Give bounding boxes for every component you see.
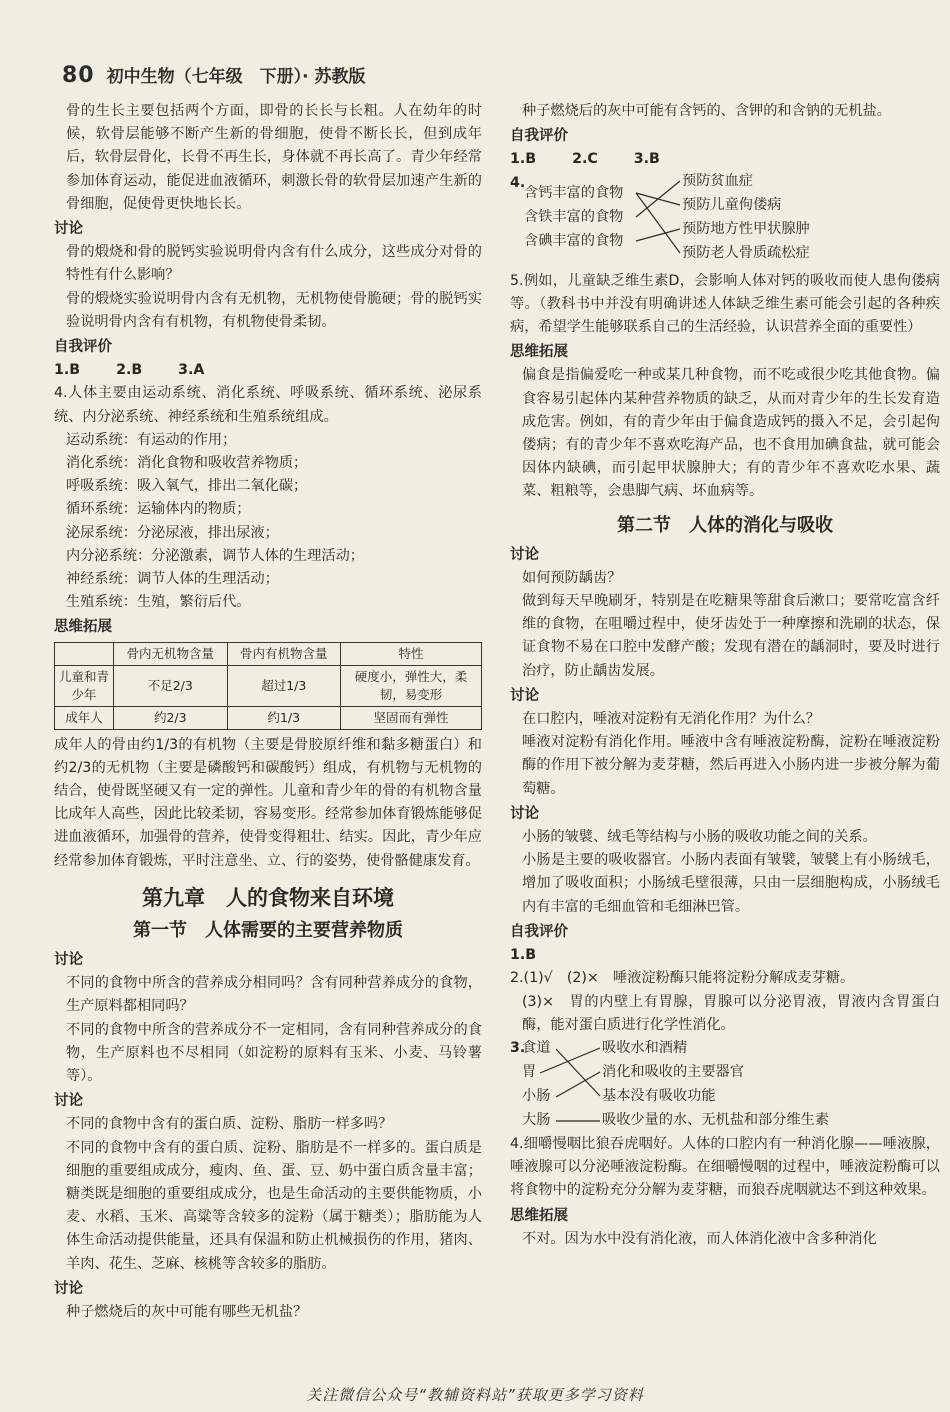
self-eval-answers	[54, 359, 482, 382]
table-header-cell: 骨内有机物含量	[227, 642, 341, 665]
section-title: 第一节 人体需要的主要营养物质	[133, 919, 403, 941]
think-expand-heading: 思维拓展	[510, 344, 568, 361]
table-cell: 超过1/3	[227, 665, 341, 706]
match-right-item: 预防贫血症	[682, 172, 753, 189]
answer-2: 2.C	[572, 151, 598, 168]
table-cell: 儿童和青少年	[55, 665, 114, 706]
answer-3: 3.B	[633, 151, 660, 168]
match-right-item: 预防老人骨质疏松症	[682, 244, 810, 261]
table-cell: 成年人	[55, 706, 114, 729]
page-header	[62, 62, 366, 88]
discussion-heading: 讨论	[510, 805, 539, 822]
discussion-answer: 做到每天早晚刷牙，特别是在吃糖果等甜食后漱口；要常吃富含纤维的食物，在咀嚼过程中，使牙齿处于一种摩擦和洗刷的状态，保证食物不易在口腔中发酵产酸；发现有潜在的龋洞时，要及时进行治疗，防止龋齿发展。	[522, 593, 940, 679]
discussion-question: 如何预防龋齿？	[522, 569, 622, 586]
table-cell: 约1/3	[227, 706, 341, 729]
answer-1: 1.B	[54, 362, 81, 379]
digestive-matching-diagram	[510, 1037, 940, 1133]
match-right-item: 基本没有吸收功能	[602, 1087, 716, 1104]
table-header-row	[55, 642, 482, 665]
table-header-cell: 特性	[341, 642, 482, 665]
self-eval-answers	[510, 148, 940, 171]
section-title: 第二节 人体的消化与吸收	[617, 514, 833, 536]
discussion-answer: 不同的食物中含有的蛋白质、淀粉、脂肪是不一样多的。蛋白质是细胞的重要组成成分，瘦肉、鱼、蛋、豆、奶中蛋白质含量丰富；糖类既是细胞的重要组成成分，也是生命活动的主要供能物质，小麦、水稻、玉米、高粱等含较多的淀粉（属于糖类）；脂肪能为人体生命活动提供能量，还具有保温和防止机械损伤的作用，猪肉、羊肉、花生、芝麻、核桃等含较多的脂肪。	[66, 1139, 482, 1272]
discussion-heading: 讨论	[54, 221, 83, 238]
table-row	[55, 665, 482, 706]
footer-watermark-text: 关注微信公众号“教辅资料站”获取更多学习资料	[306, 1386, 644, 1404]
table-cell: 不足2/3	[114, 665, 228, 706]
match-left-item: 胃	[522, 1063, 537, 1080]
paragraph: 不对。因为水中没有消化液，而人体消化液中含多种消化	[522, 1230, 877, 1247]
match-line	[556, 1049, 600, 1096]
discussion-question: 骨的煅烧和骨的脱钙实验说明骨内含有什么成分，这些成分对骨的特性有什么影响？	[66, 244, 482, 284]
match-line	[636, 181, 680, 217]
discussion-question: 种子燃烧后的灰中可能有哪些无机盐？	[66, 1303, 308, 1320]
system-item: 泌尿系统：分泌尿液，排出尿液；	[66, 524, 279, 541]
discussion-question: 不同的食物中所含的营养成分相同吗？含有同种营养成分的食物，生产原料都相同吗？	[66, 975, 482, 1015]
table-cell: 坚固而有弹性	[341, 706, 482, 729]
book-title: 初中生物（七年级 下册）· 苏教版	[106, 67, 366, 87]
answer-2: 2.B	[116, 362, 143, 379]
match-left-item: 大肠	[522, 1111, 551, 1128]
match-right-item: 消化和吸收的主要器官	[602, 1063, 744, 1080]
match-right-item: 预防儿童佝偻病	[682, 196, 782, 213]
question-4: 4.细嚼慢咽比狼吞虎咽好。人体的口腔内有一种消化腺——唾液腺，唾液腺可以分泌唾液淀粉酶。在细嚼慢咽的过程中，唾液淀粉酶可以将食物中的淀粉充分分解为麦芽糖，而狼吞虎咽就达不到这种效果。	[510, 1135, 940, 1199]
table-row	[55, 706, 482, 729]
self-eval-heading: 自我评价	[54, 339, 112, 356]
discussion-question: 不同的食物中含有的蛋白质、淀粉、脂肪一样多吗？	[66, 1116, 393, 1133]
discussion-heading: 讨论	[54, 951, 83, 968]
match-left-item: 含碘丰富的食物	[524, 232, 624, 249]
system-item: 循环系统：运输体内的物质；	[66, 501, 251, 518]
question-number: 4.	[510, 174, 526, 191]
discussion-heading: 讨论	[54, 1280, 83, 1297]
table-cell: 硬度小，弹性大，柔韧，易变形	[341, 665, 482, 706]
right-column	[510, 100, 940, 1251]
discussion-heading: 讨论	[54, 1093, 83, 1110]
match-right-item: 吸收水和酒精	[602, 1039, 688, 1056]
table-header-cell: 骨内无机物含量	[114, 642, 228, 665]
self-eval-answer-1: 1.B	[510, 947, 537, 964]
match-left-item: 含铁丰富的食物	[524, 208, 624, 225]
match-line	[636, 229, 680, 241]
match-left-item: 食道	[522, 1039, 551, 1056]
answer-1: 1.B	[510, 151, 537, 168]
page-number: 80	[62, 63, 95, 88]
system-item: 运动系统：有运动的作用；	[66, 431, 237, 448]
question-number: 3.	[510, 1039, 526, 1056]
answer-2-part2: (3)× 胃的内壁上有胃腺，胃腺可以分泌胃液，胃液内含胃蛋白酶，能对蛋白质进行化学性消化。	[522, 993, 940, 1033]
self-eval-heading: 自我评价	[510, 923, 568, 940]
bone-composition-table	[54, 642, 482, 730]
match-line	[540, 1048, 600, 1073]
match-line	[556, 1072, 600, 1097]
answer-3: 3.A	[178, 362, 205, 379]
think-expand-heading: 思维拓展	[510, 1207, 568, 1224]
table-cell: 约2/3	[114, 706, 228, 729]
system-item: 神经系统：调节人体的生理活动；	[66, 571, 279, 588]
match-right-item: 吸收少量的水、无机盐和部分维生素	[602, 1111, 830, 1128]
discussion-heading: 讨论	[510, 687, 539, 704]
discussion-question: 在口腔内，唾液对淀粉有无消化作用？为什么？	[522, 711, 820, 728]
match-lines	[510, 1037, 940, 1133]
paragraph: 成年人的骨由约1/3的有机物（主要是骨胶原纤维和黏多糖蛋白）和约2/3的无机物（主要是磷酸钙和碳酸钙）组成，有机物与无机物的结合，使骨既坚硬又有一定的弹性。儿童和青少年的骨的有机物含量比成年人高些，因此比较柔韧，容易变形。经常参加体育锻炼能够促进血液循环，加强骨的营养，使骨变得粗壮、结实。因此，青少年应经常参加体育锻炼，平时注意坐、立、行的姿势，使骨骼健康发育。	[54, 736, 482, 869]
system-item: 生殖系统：生殖，繁衍后代。	[66, 594, 251, 611]
system-item: 消化系统：消化食物和吸收营养物质；	[66, 455, 308, 472]
question-4-intro: 4.人体主要由运动系统、消化系统、呼吸系统、循环系统、泌尿系统、内分泌系统、神经系统和生殖系统组成。	[54, 385, 482, 425]
left-column	[54, 100, 482, 1324]
match-left-item: 含钙丰富的食物	[524, 184, 624, 201]
food-matching-diagram	[510, 172, 940, 268]
discussion-answer: 不同的食物中所含的营养成分不一定相同，含有同种营养成分的食物，生产原料也不尽相同（如淀粉的原料有玉米、小麦、马铃薯等）。	[66, 1021, 482, 1084]
discussion-answer: 唾液对淀粉有消化作用。唾液中含有唾液淀粉酶，淀粉在唾液淀粉酶的作用下被分解为麦芽糖，然后再进入小肠内进一步被分解为葡萄糖。	[522, 734, 940, 797]
system-item: 内分泌系统：分泌激素，调节人体的生理活动；	[66, 547, 364, 564]
discussion-question: 小肠的皱襞、绒毛等结构与小肠的吸收功能之间的关系。	[522, 829, 877, 846]
discussion-heading: 讨论	[510, 546, 539, 563]
match-left-item: 小肠	[522, 1087, 551, 1104]
discussion-answer: 骨的煅烧实验说明骨内含有无机物，无机物使骨脆硬；骨的脱钙实验说明骨内含有有机物，有机物使骨柔韧。	[66, 290, 482, 330]
match-right-item: 预防地方性甲状腺肿	[682, 220, 810, 237]
paragraph: 骨的生长主要包括两个方面，即骨的长长与长粗。人在幼年的时候，软骨层能够不断产生新的骨细胞，使骨不断长长，但到成年后，软骨层骨化，长骨不再生长，身体就不再长高了。青少年经常参加体育运动，能促进血液循环，刺激长骨的软骨层加速产生新的骨细胞，促使骨更快地长长。	[66, 103, 482, 212]
question-5: 5.例如，儿童缺乏维生素D，会影响人体对钙的吸收而使人患佝偻病等。（教科书中并没有明确讲述人体缺乏维生素可能会引起的各种疾病，希望学生能够联系自己的生活经验，认识营养全面的重要性）	[510, 272, 940, 336]
table-header-cell	[55, 642, 114, 665]
paragraph: 偏食是指偏爱吃一种或某几种食物，而不吃或很少吃其他食物。偏食容易引起体内某种营养物质的缺乏，从而对青少年的生长发育造成危害。例如，有的青少年由于偏食造成钙的摄入不足，会引起佝偻病；有的青少年不喜欢吃海产品，也不食用加碘食盐，就可能会因体内缺碘，而引起甲状腺肿大；有的青少年不喜欢吃水果、蔬菜、粗粮等，会患脚气病、坏血病等。	[522, 367, 940, 500]
chapter-title: 第九章 人的食物来自环境	[142, 884, 394, 910]
paragraph: 种子燃烧后的灰中可能有含钙的、含钾的和含钠的无机盐。	[522, 103, 891, 119]
think-expand-heading: 思维拓展	[54, 619, 112, 636]
self-eval-heading: 自我评价	[510, 128, 568, 145]
match-lines	[510, 172, 940, 268]
system-item: 呼吸系统：吸入氧气，排出二氧化碳；	[66, 478, 308, 495]
match-line	[636, 193, 680, 253]
discussion-answer: 小肠是主要的吸收器官。小肠内表面有皱襞，皱襞上有小肠绒毛，增加了吸收面积；小肠绒毛壁很薄，只由一层细胞构成，小肠绒毛内有丰富的毛细血管和毛细淋巴管。	[522, 852, 940, 915]
answer-2-part1: 2.(1)√ (2)× 唾液淀粉酶只能将淀粉分解成麦芽糖。	[510, 970, 855, 987]
